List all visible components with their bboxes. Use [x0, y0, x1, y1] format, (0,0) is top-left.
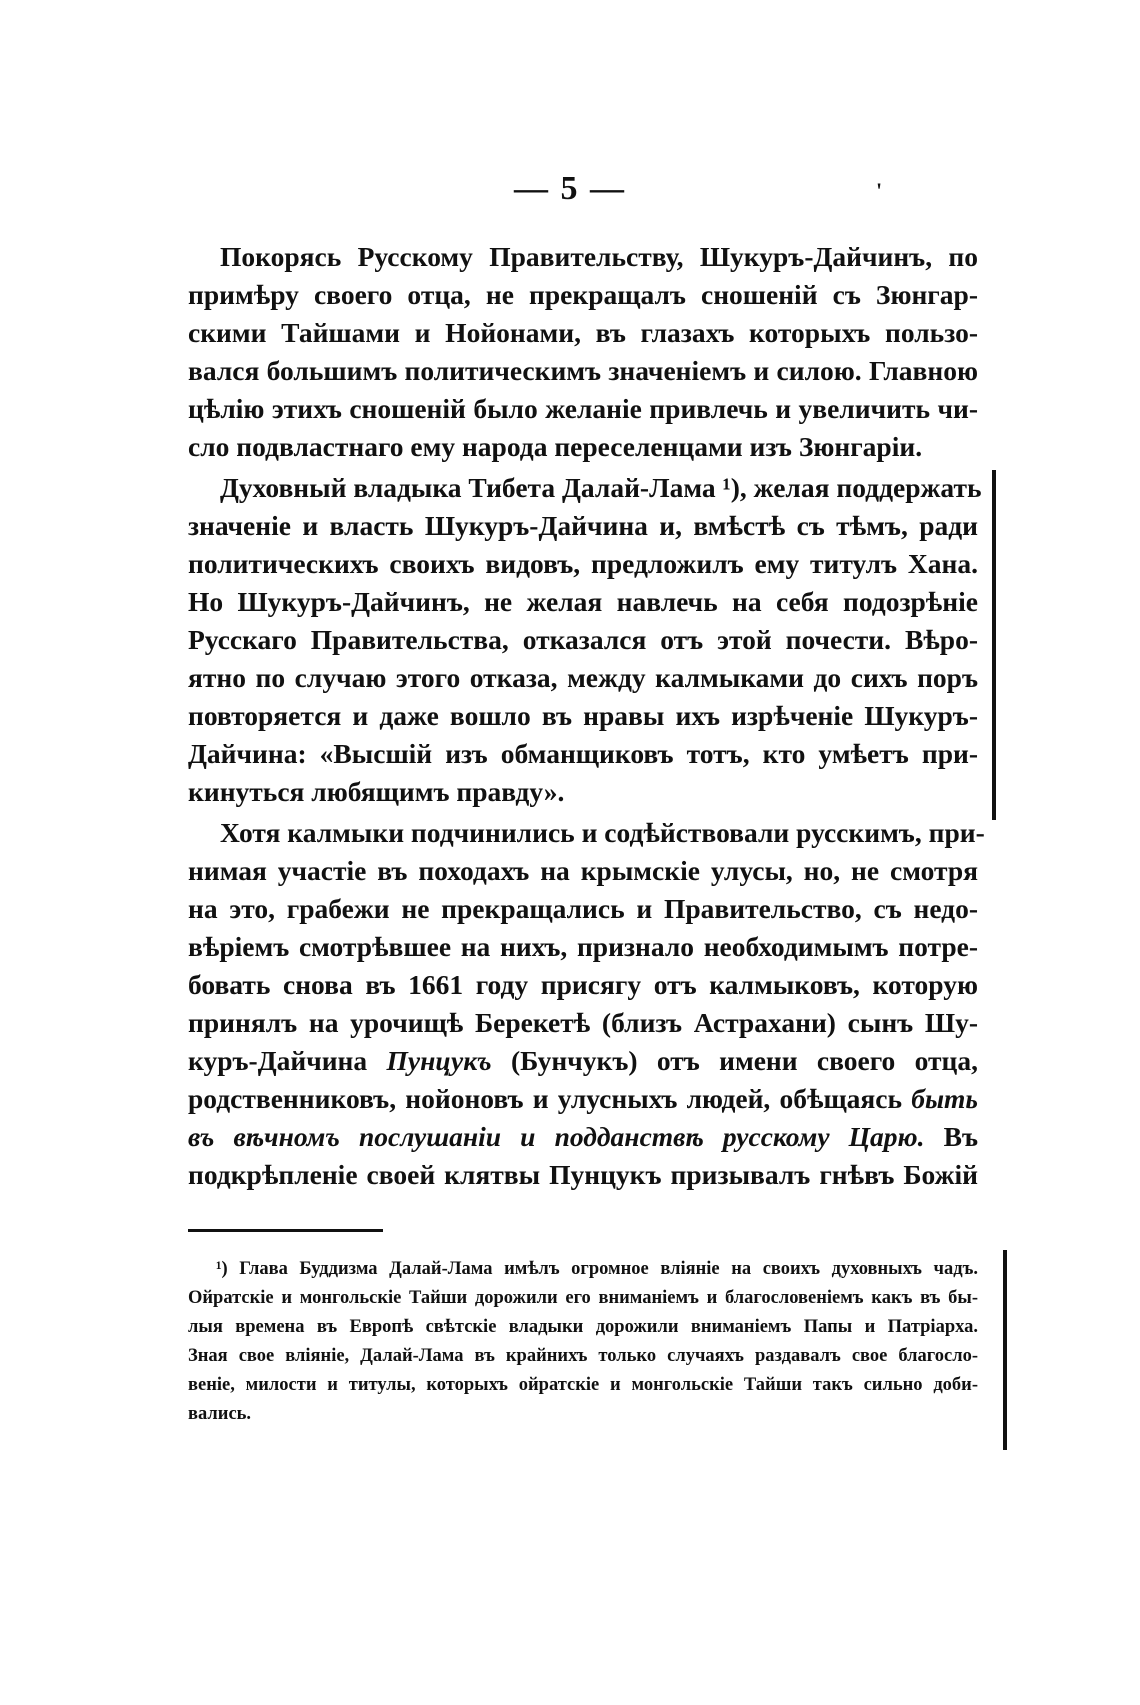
main-text — [188, 238, 985, 1194]
text-line: кинуться любящимъ правду». — [188, 776, 565, 807]
text-line: цѣлію этихъ сношеній было желаніе привлечь и увеличить чи- — [188, 393, 978, 424]
text-line: Духовный владыка Тибета Далай-Лама ¹), желая поддержать — [220, 472, 982, 503]
italic-phrase: быть — [911, 1083, 978, 1114]
text-line: Но Шукуръ-Дайчинъ, не желая навлечь на себя подозрѣніе — [188, 586, 978, 617]
margin-bar — [1003, 1250, 1007, 1450]
text-line: Русскаго Правительства, отказался отъ этой почести. Вѣро- — [188, 624, 978, 655]
footnote-line: ¹) Глава Буддизма Далай-Лама имѣлъ огромное вліяніе на своихъ духовныхъ чадъ. — [216, 1259, 978, 1279]
text-line: бовать снова въ 1661 году присягу отъ калмыковъ, которую — [188, 969, 978, 1000]
text-line-mixed — [188, 1080, 978, 1118]
margin-bar — [992, 470, 996, 820]
text-segment: Въ — [924, 1121, 979, 1152]
text-line: повторяется и даже вошло въ нравы ихъ изрѣченіе Шукуръ- — [188, 700, 978, 731]
text-line: политическихъ своихъ видовъ, предложилъ ему титулъ Хана. — [188, 548, 978, 579]
footnote-line: лыя времена въ Европѣ свѣтскіе владыки дорожили вниманіемъ Папы и Патріарха. — [188, 1317, 978, 1337]
text-line: Хотя калмыки подчинились и содѣйствовали русскимъ, при- — [220, 817, 985, 848]
text-line: значеніе и власть Шукуръ-Дайчина и, вмѣстѣ съ тѣмъ, ради — [188, 510, 978, 541]
text-line: вѣріемъ смотрѣвшее на нихъ, признало необходимымъ потре- — [188, 931, 978, 962]
text-line: примѣру своего отца, не прекращалъ сношеній съ Зюнгар- — [188, 279, 978, 310]
footnote-line: Зная свое вліяніе, Далай-Лама въ крайнихъ только случаяхъ раздавалъ свое благосло- — [188, 1346, 978, 1366]
footnote-line: вались. — [188, 1404, 252, 1424]
text-line: подкрѣпленіе своей клятвы Пунцукъ призывалъ гнѣвъ Божій — [188, 1159, 978, 1190]
footnote — [188, 1255, 978, 1429]
text-segment: (Бунчукъ) отъ имени своего отца, — [491, 1045, 979, 1076]
text-line: сло подвластнаго ему народа переселенцами изъ Зюнгаріи. — [188, 431, 923, 462]
text-line: Дайчина: «Высшій изъ обманщиковъ тотъ, кто умѣетъ при- — [188, 738, 978, 769]
footnote-line: Ойратскіе и монгольскіе Тайши дорожили его вниманіемъ и благословеніемъ какъ въ бы- — [188, 1288, 978, 1308]
text-line: Покорясь Русскому Правительству, Шукуръ-Дайчинъ, по — [220, 241, 978, 272]
paragraph-3 — [188, 814, 985, 1194]
italic-phrase: въ вѣчномъ послушаніи и подданствѣ русскому Царю. — [188, 1121, 925, 1152]
corner-mark: ' — [876, 178, 883, 203]
footnote-rule — [188, 1229, 383, 1232]
text-line: принялъ на урочищѣ Берекетѣ (близъ Астрахани) сынъ Шу- — [188, 1007, 978, 1038]
text-line-mixed — [188, 1118, 978, 1156]
text-segment: родственниковъ, нойоновъ и улусныхъ людей, обѣщаясь — [188, 1083, 912, 1114]
page-number: — 5 — — [514, 170, 626, 207]
text-line: вался большимъ политическимъ значеніемъ и силою. Главною — [188, 355, 978, 386]
italic-name: Пунцукъ — [386, 1045, 492, 1076]
text-line-mixed — [188, 1042, 978, 1080]
text-line: скими Тайшами и Нойонами, въ глазахъ которыхъ пользо- — [188, 317, 978, 348]
text-line: нимая участіе въ походахъ на крымскіе улусы, но, не смотря — [188, 855, 978, 886]
footnote-line: веніе, милости и титулы, которыхъ ойратскіе и монгольскіе Тайши такъ сильно доби- — [188, 1375, 978, 1395]
text-line: на это, грабежи не прекращались и Правительство, съ недо- — [188, 893, 978, 924]
paragraph-1 — [188, 238, 978, 466]
paragraph-2 — [188, 469, 982, 811]
text-line: ятно по случаю этого отказа, между калмыками до сихъ поръ — [188, 662, 978, 693]
text-segment: куръ-Дайчина — [188, 1045, 387, 1076]
